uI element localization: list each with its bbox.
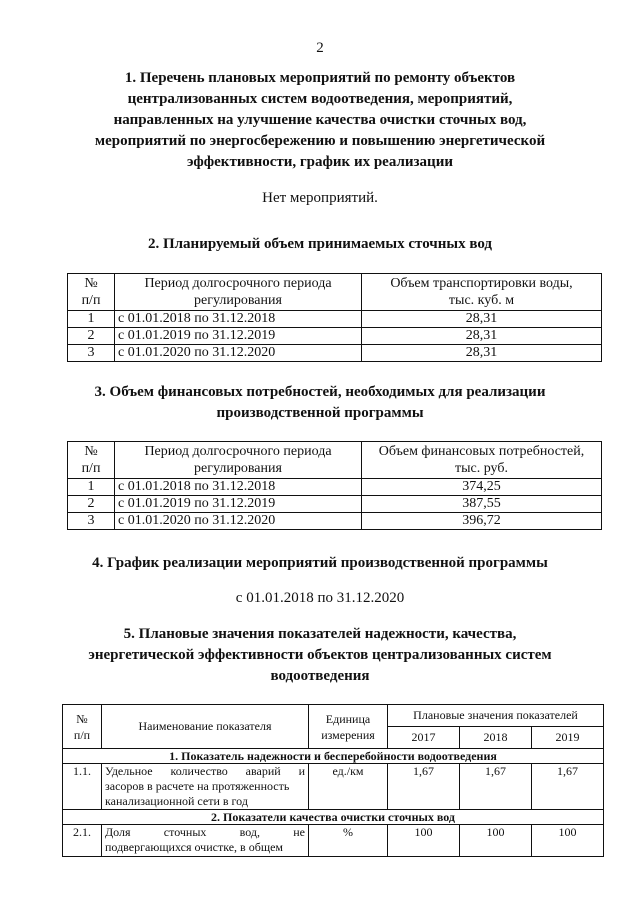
table-header: 2018 <box>460 727 532 749</box>
table-cell: 100 <box>532 825 604 857</box>
section2-table <box>67 273 602 362</box>
table-header: Объем финансовых потребностей, тыс. руб. <box>362 442 602 479</box>
table-cell: 3 <box>68 513 115 530</box>
table-cell: 28,31 <box>362 328 602 345</box>
table-cell <box>102 825 309 857</box>
indicator-name-line: подвергающихся очистке, в общем <box>105 840 283 854</box>
table-header: Период долгосрочного периода регулирования <box>115 442 362 479</box>
table-header: 2019 <box>532 727 604 749</box>
table-cell: 3 <box>68 345 115 362</box>
table-cell: 1,67 <box>532 764 604 810</box>
section1-title <box>0 68 640 173</box>
table-group-header: 2. Показатели качества очистки сточных вод <box>63 810 604 825</box>
table-cell: 374,25 <box>362 479 602 496</box>
section5-title-line: водоотведения <box>270 668 370 684</box>
page-number: 2 <box>316 40 324 56</box>
section1-note: Нет мероприятий. <box>262 190 378 206</box>
section1-title-line: централизованных систем водоотведения, мероприятий, <box>127 91 513 107</box>
table-cell: 28,31 <box>362 311 602 328</box>
table-cell: с 01.01.2020 по 31.12.2020 <box>115 513 362 530</box>
table-cell: 100 <box>460 825 532 857</box>
section2-title: 2. Планируемый объем принимаемых сточных вод <box>147 236 493 252</box>
table-row <box>68 513 602 530</box>
section1-title-line: направленных на улучшение качества очистки сточных вод, <box>113 112 527 128</box>
section5-title-line: энергетической эффективности объектов централизованных систем <box>88 647 552 663</box>
indicator-name-line: Доля сточных вод, не <box>105 825 305 839</box>
table-row <box>68 328 602 345</box>
indicator-name-line: засоров в расчете на протяженность <box>105 779 290 793</box>
table-header: № п/п <box>63 705 102 749</box>
table-header: Наименование показателя <box>102 705 309 749</box>
table-cell: 1,67 <box>460 764 532 810</box>
section4-title: 4. График реализации мероприятий производственной программы <box>92 555 548 571</box>
table-header: № п/п <box>68 442 115 479</box>
table-row <box>68 311 602 328</box>
table-cell: 28,31 <box>362 345 602 362</box>
table-cell: ед./км <box>309 764 388 810</box>
section3-title <box>0 382 640 424</box>
table-header: № п/п <box>68 274 115 311</box>
indicator-name-line: Удельное количество аварий и <box>105 764 305 778</box>
table-header: Период долгосрочного периода регулирования <box>115 274 362 311</box>
table-header: 2017 <box>388 727 460 749</box>
table-cell: 100 <box>388 825 460 857</box>
table-header: Объем транспортировки воды, тыс. куб. м <box>362 274 602 311</box>
section5-title <box>0 624 640 687</box>
table-cell: 1.1. <box>63 764 102 810</box>
table-group-header: 1. Показатель надежности и бесперебойности водоотведения <box>63 749 604 764</box>
table-header: Единица измерения <box>309 705 388 749</box>
table-cell: 2 <box>68 496 115 513</box>
section5-table <box>62 704 604 857</box>
section3-table <box>67 441 602 530</box>
table-cell: 396,72 <box>362 513 602 530</box>
section1-title-line: эффективности, график их реализации <box>187 154 453 170</box>
table-cell: с 01.01.2020 по 31.12.2020 <box>115 345 362 362</box>
table-cell: с 01.01.2019 по 31.12.2019 <box>115 328 362 345</box>
table-cell: 387,55 <box>362 496 602 513</box>
table-cell: % <box>309 825 388 857</box>
table-cell: 2 <box>68 328 115 345</box>
table-row <box>68 345 602 362</box>
table-cell: 2.1. <box>63 825 102 857</box>
section1-title-line: 1. Перечень плановых мероприятий по ремонту объектов <box>124 70 516 86</box>
table-cell: с 01.01.2018 по 31.12.2018 <box>115 479 362 496</box>
table-row <box>68 496 602 513</box>
section3-title-line: 3. Объем финансовых потребностей, необходимых для реализации <box>94 384 546 400</box>
table-row <box>68 479 602 496</box>
table-header: Плановые значения показателей <box>388 705 604 727</box>
table-cell: 1,67 <box>388 764 460 810</box>
indicator-name-line: канализационной сети в год <box>105 794 248 808</box>
table-cell <box>102 764 309 810</box>
section1-title-line: мероприятий по энергосбережению и повышению энергетической <box>94 133 546 149</box>
table-row <box>63 764 604 810</box>
table-cell: 1 <box>68 311 115 328</box>
section5-title-line: 5. Плановые значения показателей надежности, качества, <box>123 626 517 642</box>
table-cell: с 01.01.2018 по 31.12.2018 <box>115 311 362 328</box>
section3-title-line: производственной программы <box>216 405 424 421</box>
table-cell: с 01.01.2019 по 31.12.2019 <box>115 496 362 513</box>
table-cell: 1 <box>68 479 115 496</box>
table-row <box>63 825 604 857</box>
section4-period: с 01.01.2018 по 31.12.2020 <box>235 590 405 606</box>
